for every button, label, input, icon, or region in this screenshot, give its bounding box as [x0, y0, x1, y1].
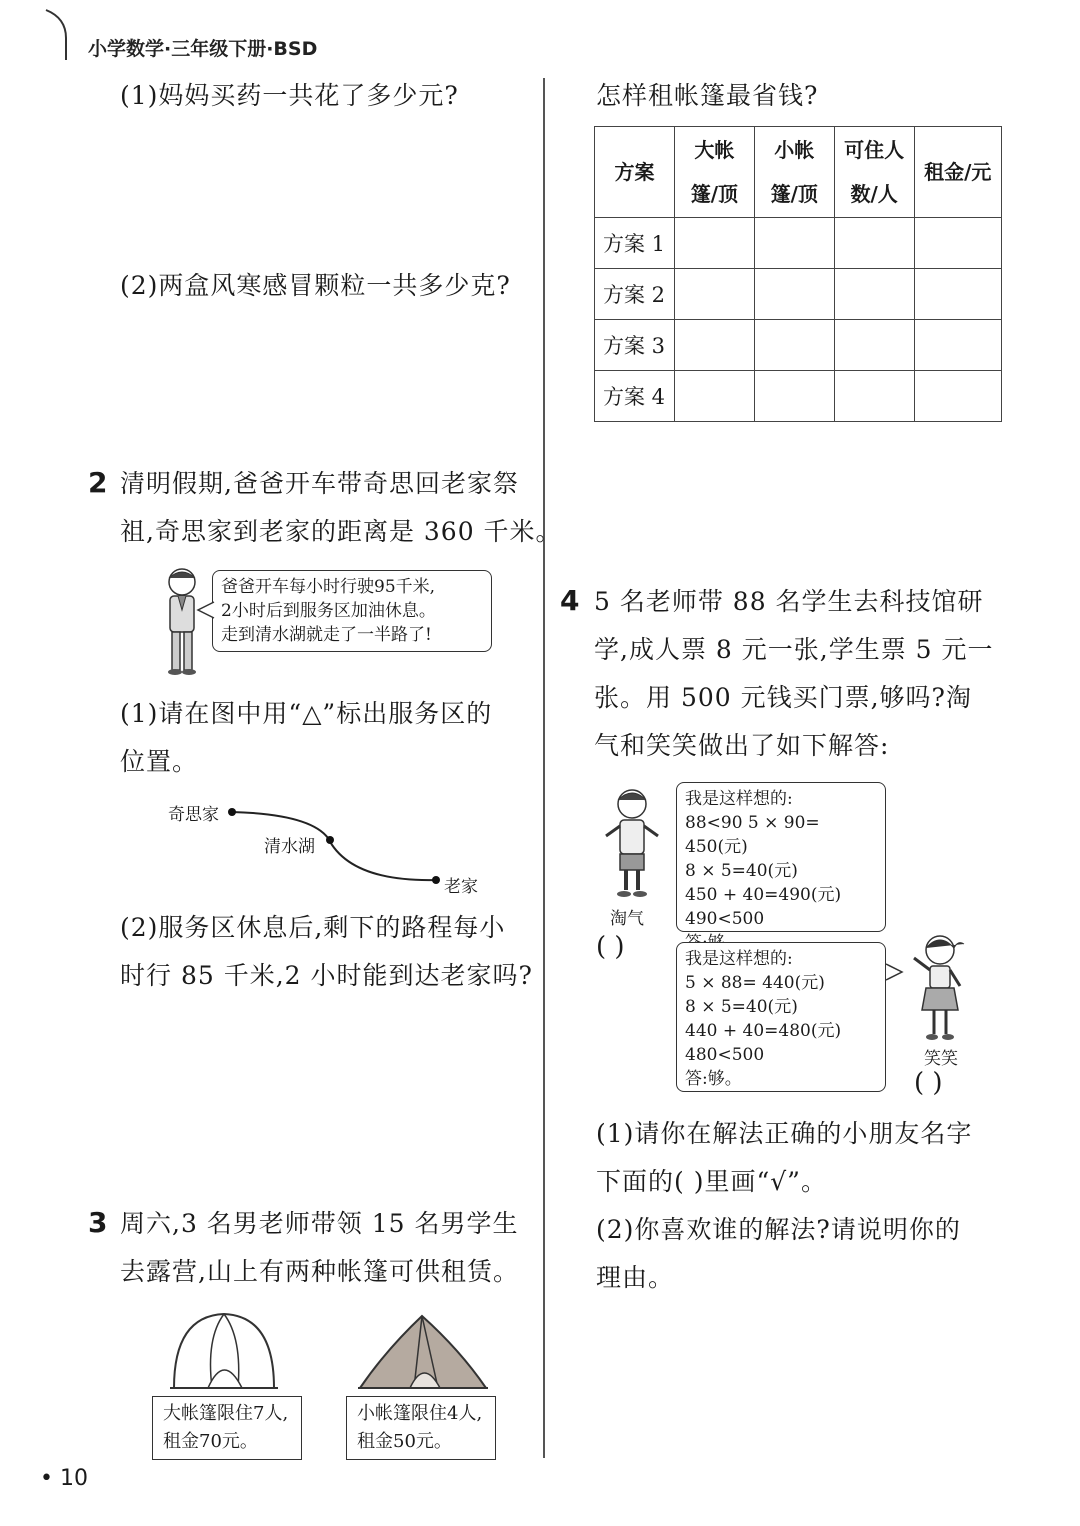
table-row — [595, 218, 1002, 269]
xiaoxiao-line: 8 × 5=40(元) — [685, 997, 798, 1017]
xiaoxiao-line: 480<500 — [685, 1045, 765, 1065]
table-header-cell — [834, 127, 914, 218]
table-row — [595, 320, 1002, 371]
taoqi-line: 8 × 5=40(元) — [685, 861, 798, 881]
xiaoxiao-figure-icon — [906, 930, 970, 1046]
xiaoxiao-answer-paren[interactable]: ( ) — [914, 1068, 943, 1098]
table-cell[interactable] — [914, 371, 1001, 422]
table-cell[interactable] — [754, 218, 834, 269]
row-label: 方案 4 — [595, 371, 675, 422]
table-cell[interactable] — [674, 269, 754, 320]
table-cell[interactable] — [914, 320, 1001, 371]
xiaoxiao-line: 5 × 88= 440(元) — [685, 973, 825, 993]
small-tent-label — [346, 1396, 496, 1460]
map-label-start: 奇思家 — [168, 805, 219, 825]
q4-line1: 5 名老师带 88 名学生去科技馆研 — [594, 587, 984, 616]
question-number-3: 3 — [88, 1206, 108, 1239]
column-divider — [543, 78, 545, 1458]
row-label: 方案 3 — [595, 320, 675, 371]
q2-line2: 祖,奇思家到老家的距离是 360 千米。 — [120, 517, 562, 546]
middle-point — [326, 836, 334, 844]
q2-sub2-line1: (2)服务区休息后,剩下的路程每小 — [120, 913, 506, 942]
table-cell[interactable] — [914, 269, 1001, 320]
map-label-middle: 清水湖 — [264, 837, 315, 857]
taoqi-line: 88<90 5 × 90= 450(元) — [685, 813, 820, 857]
q2-sub1-line2: 位置。 — [120, 747, 199, 776]
table-cell[interactable] — [754, 320, 834, 371]
q4-sub1-line1: (1)请你在解法正确的小朋友名字 — [596, 1119, 973, 1148]
xiaoxiao-line: 440 + 40=480(元) — [685, 1021, 842, 1041]
table-cell[interactable] — [754, 371, 834, 422]
row-label: 方案 1 — [595, 218, 675, 269]
table-header-cell — [914, 127, 1001, 218]
q4-line3: 张。用 500 元钱买门票,够吗?淘 — [594, 683, 972, 712]
small-tent-line: 租金50元。 — [357, 1431, 452, 1452]
table-header-cell — [595, 127, 675, 218]
plan-table — [594, 126, 1002, 422]
table-cell[interactable] — [674, 320, 754, 371]
q3-line1: 周六,3 名男老师带领 15 名男学生 — [120, 1209, 519, 1238]
start-point — [228, 808, 236, 816]
big-tent-line: 大帐篷限住7人, — [163, 1403, 289, 1424]
taoqi-speech-bubble — [676, 782, 886, 932]
bubble-tail-icon — [884, 962, 904, 982]
table-header-cell — [754, 127, 834, 218]
big-tent-icon — [168, 1308, 280, 1392]
header-text: 方案 — [614, 160, 655, 184]
small-tent-line: 小帐篷限住4人, — [357, 1403, 483, 1424]
table-cell[interactable] — [674, 218, 754, 269]
header-text: 租金/元 — [924, 160, 992, 184]
table-header-cell — [674, 127, 754, 218]
question-number-2: 2 — [88, 466, 108, 499]
q4-line4: 气和笑笑做出了如下解答: — [594, 731, 890, 760]
xiaoxiao-name: 笑笑 — [924, 1049, 958, 1069]
table-header-row — [595, 127, 1002, 218]
end-point — [432, 876, 440, 884]
q3-question: 怎样租帐篷最省钱? — [596, 81, 819, 110]
q2-line1: 清明假期,爸爸开车带奇思回老家祭 — [120, 469, 519, 498]
taoqi-line: 450 + 40=490(元) — [685, 885, 842, 905]
table-cell[interactable] — [834, 218, 914, 269]
big-tent-label — [152, 1396, 302, 1460]
big-tent-line: 租金70元。 — [163, 1431, 258, 1452]
q1-sub1: (1)妈妈买药一共花了多少元? — [120, 81, 459, 110]
taoqi-line: 490<500 — [685, 909, 765, 929]
boy-figure-icon — [158, 566, 206, 678]
row-label: 方案 2 — [595, 269, 675, 320]
table-cell[interactable] — [834, 320, 914, 371]
bubble-line: 2小时后到服务区加油休息。 — [221, 601, 436, 621]
header-text: 数/人 — [850, 182, 898, 206]
table-row — [595, 371, 1002, 422]
bubble-tail-icon — [196, 600, 216, 620]
corner-mark — [44, 8, 74, 62]
q4-line2: 学,成人票 8 元一张,学生票 5 元一 — [594, 635, 994, 664]
page-number: • 10 — [40, 1466, 88, 1491]
table-row — [595, 269, 1002, 320]
header-text: 小帐 — [774, 138, 815, 162]
header-text: 篷/顶 — [690, 182, 739, 206]
header-title: 小学数学·三年级下册·BSD — [88, 38, 318, 60]
taoqi-name: 淘气 — [610, 909, 644, 929]
bubble-line: 爸爸开车每小时行驶95千米, — [221, 577, 436, 597]
table-cell[interactable] — [754, 269, 834, 320]
header-text: 大帐 — [694, 138, 735, 162]
xiaoxiao-speech-bubble — [676, 942, 886, 1092]
taoqi-line: 我是这样想的: — [685, 789, 793, 809]
xiaoxiao-line: 我是这样想的: — [685, 949, 793, 969]
table-cell[interactable] — [834, 371, 914, 422]
q2-sub2-line2: 时行 85 千米,2 小时能到达老家吗? — [120, 961, 533, 990]
taoqi-figure-icon — [600, 786, 664, 904]
q4-sub2-line2: 理由。 — [596, 1263, 675, 1292]
q4-sub1-line2: 下面的( )里画“√”。 — [596, 1167, 827, 1196]
bubble-line: 走到清水湖就走了一半路了! — [221, 625, 432, 645]
q1-sub2: (2)两盒风寒感冒颗粒一共多少克? — [120, 271, 511, 300]
q2-sub1-line1: (1)请在图中用“△”标出服务区的 — [120, 699, 493, 728]
taoqi-answer-paren[interactable]: ( ) — [596, 932, 625, 962]
xiaoxiao-line: 答:够。 — [685, 1069, 742, 1089]
header-text: 篷/顶 — [770, 182, 818, 206]
table-cell[interactable] — [834, 269, 914, 320]
small-tent-icon — [356, 1310, 490, 1392]
q2-speech-bubble — [212, 570, 492, 652]
q3-line2: 去露营,山上有两种帐篷可供租赁。 — [120, 1257, 519, 1286]
question-number-4: 4 — [560, 584, 580, 617]
header-text: 可住人 — [844, 138, 905, 162]
map-label-end: 老家 — [444, 877, 478, 897]
table-cell[interactable] — [674, 371, 754, 422]
table-cell[interactable] — [914, 218, 1001, 269]
q4-sub2-line1: (2)你喜欢谁的解法?请说明你的 — [596, 1215, 961, 1244]
